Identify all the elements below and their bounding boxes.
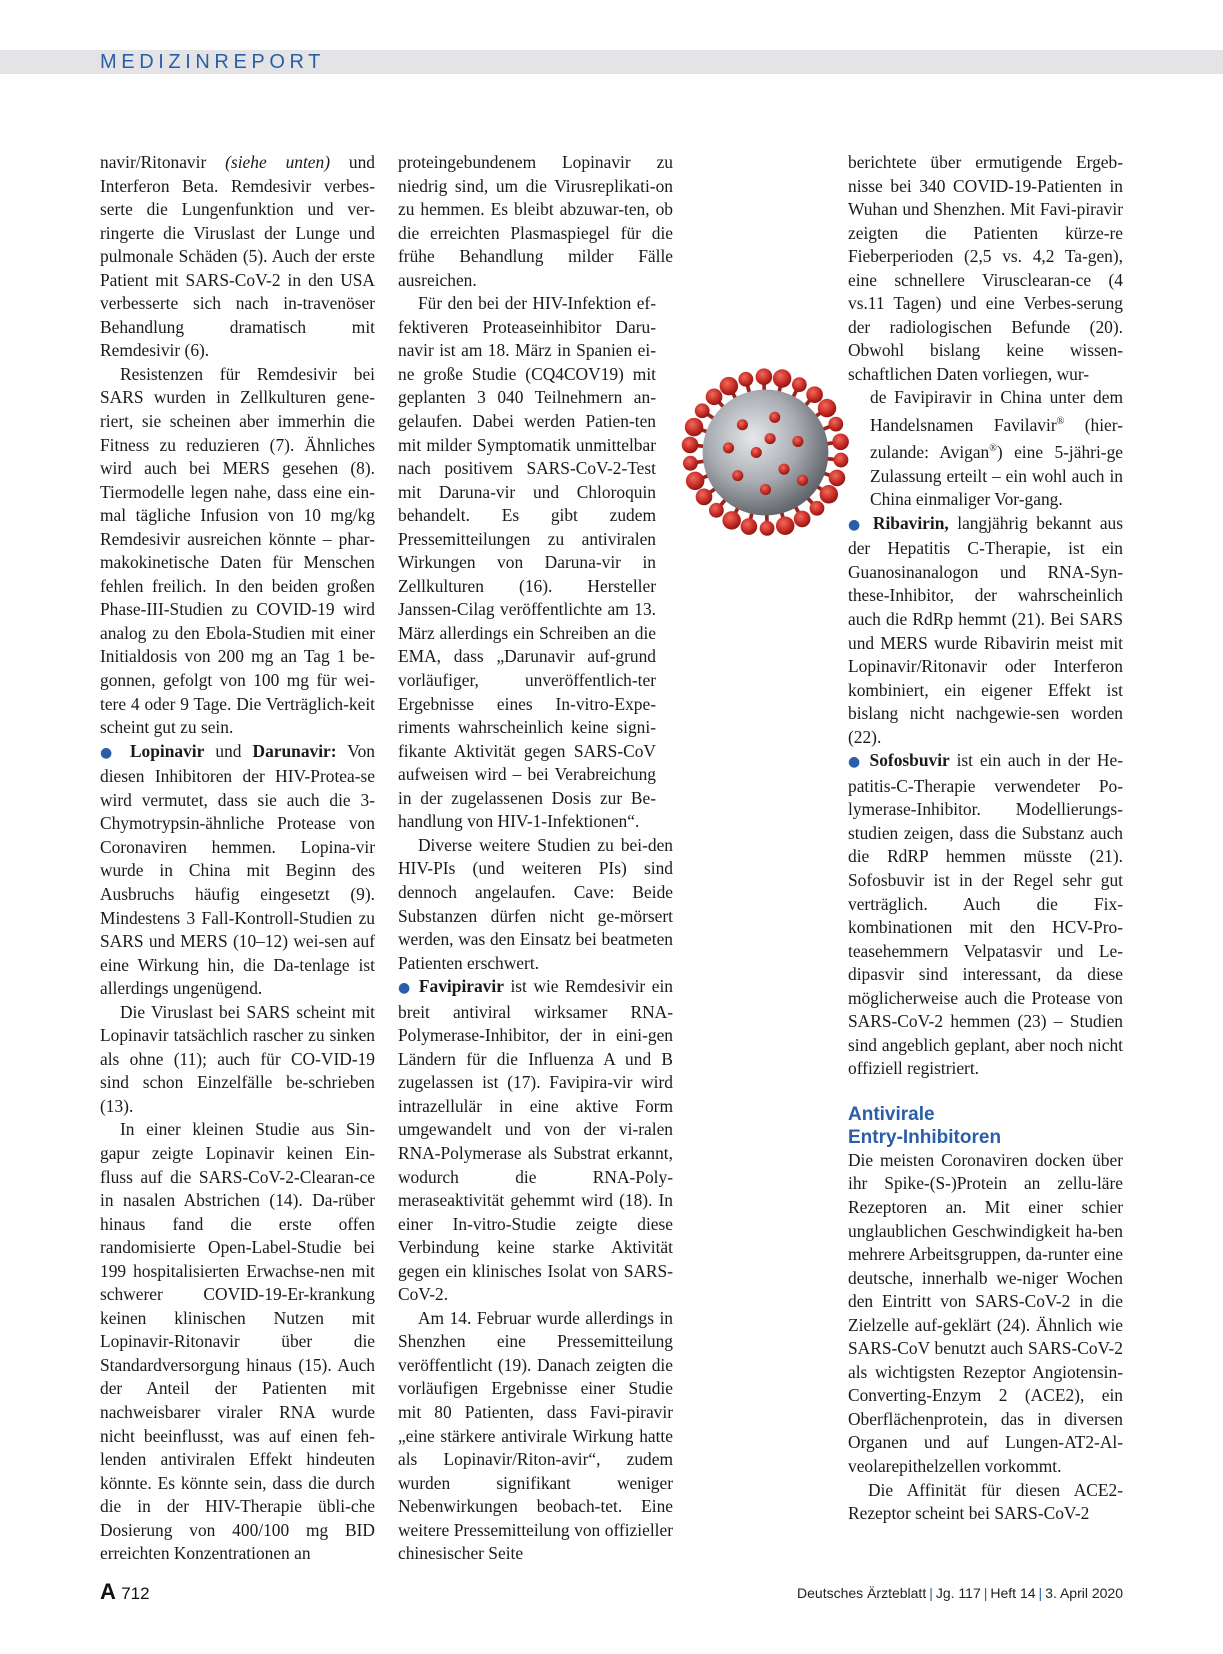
journal-volume: Jg. 117: [935, 1585, 981, 1601]
text: und: [204, 740, 253, 761]
journal-issue: Heft 14: [990, 1585, 1036, 1601]
spike-head: [828, 417, 843, 432]
separator: |: [983, 1585, 988, 1601]
spike-head: [820, 485, 839, 504]
text: ist ein auch in der He-patitis-C-Therapie verwendeter Po-lymerase-Inhibitor. Modellierungs-studien zeigen, dass die Substanz auch die RdRP hemmen müsste (21). Sofosbuvir ist in der Regel sehr gut verträglich. Auch die Fix-kombinationen mit den HCV-Pro-teasehemmern Velpatasvir und Le-dipasvir sind interessant, da diese möglicherweise auch die Protease von SARS-CoV-2 hemmen (23) – Studien sind angeblich geplant, aber noch nicht offiziell registriert.: [848, 750, 1123, 1079]
paragraph: Die Affinität für diesen ACE2-Rezeptor scheint bei SARS-CoV-2: [848, 1479, 1123, 1524]
page-number: [100, 1579, 150, 1607]
bold-term: Ribavirin,: [872, 512, 949, 533]
bullet-icon: ●: [848, 754, 863, 771]
text: Von diesen Inhibitoren der HIV-Protea-se wird vermutet, dass sie auch die 3-Chymotrypsin-ähnliche Protease von Coronaviren hemmen. Lopina-vir wurde in China mit Beginn des Ausbruchs häufig eingesetzt (9). Mindestens 3 Fall-Kontroll-Studien zu SARS und MERS (10–12) wei-sen auf eine Wirkung hin, die Da-tenlage ist allerdings ungenügend.: [100, 740, 375, 999]
spike-head: [696, 489, 713, 506]
paragraph: Die meisten Coronaviren docken über ihr Spike-(S-)Protein an zellu-läre Rezeptoren an. Mit einer schier unglaublichen Geschwindigkeit ha-ben mehrere Arbeitsgruppen, da-runter eine deutsche, innerhalb we-niger Wochen den Eintritt von SARS-CoV-2 in die Zielzelle auf-geklärt (24). Ähnlich wie SARS-CoV benutzt auch SARS-CoV-2 als wichtigsten Rezeptor Angiotensin-Converting-Enzym 2 (ACE2), ein Oberflächenprotein, das in diversen Organen und auf Lungen-AT2-Al-veolarepithelzellen vorkommt.: [848, 1149, 1123, 1477]
spike-head: [834, 453, 849, 468]
paragraph: Diverse weitere Studien zu bei-den HIV-PIs (und weiteren PIs) sind dennoch angelaufen. Cave: Beide Substanzen dürfen nicht ge-mörsert werden, was den Einsatz bei beatmeten Patienten erschwert.: [398, 834, 673, 973]
surface-spike: [751, 447, 762, 458]
spike-head: [760, 521, 775, 536]
paragraph: Resistenzen für Remdesivir bei SARS wurden in Zellkulturen gene-riert, sie scheinen aber immerhin die Fitness zu reduzieren (7). Ähnliches wird auch bei MERS gesehen (8). Tiermodelle legen nahe, dass eine ein-mal tägliche Infusion von 10 mg/kg Remdesivir ausreichen könnte – phar-makokinetische Daten für Menschen fehlen freilich. In den beiden großen Phase-III-Studien zu COVID-19 wird analog zu den Ebola-Studien mit einer Initialdosis von 200 mg an Tag 1 be-gonnen, gefolgt von 100 mg für wei-tere 4 oder 9 Tage. Die Verträglich-keit scheint gut zu sein.: [100, 363, 375, 738]
paragraph: berichtete über ermutigende Ergeb-nisse bei 340 COVID-19-Patienten in Wuhan und Shenzhen. Mit Favi-piravir zeigten die Patienten kürze-re Fieberperioden (2,5 vs. 4,2 Ta-gen), eine schnellere Virusclearan-ce (4 vs.11 Tagen) und eine Verbes-serung der radiologischen Befunde (20). Obwohl bislang keine wissen-schaftlichen Daten vorliegen, wur-: [848, 152, 1123, 384]
spike-head: [720, 377, 739, 396]
paragraph-wrapped-around-image: [848, 386, 1123, 511]
surface-spike: [792, 436, 803, 447]
subheading: [848, 1103, 1123, 1149]
spike-head: [682, 437, 699, 454]
surface-spike: [760, 484, 771, 495]
text: ist wie Remdesivir ein breit antiviral wirksamer RNA-Polymerase-Inhibitor, der in eini-gen Ländern für die Influenza A und B zugelassen ist (17). Favipira-vir wird intrazellulär in eine aktive Form umgewandelt und von der vi-ralen RNA-Polymerase als Substrat erkannt, wodurch die RNA-Poly-meraseaktivität gehemmt wird (18). In einer In-vitro-Studie zeigte diese Verbindung keine starke Aktivität gegen ein klinisches Isolat von SARS-CoV-2.: [398, 976, 673, 1305]
subheading-line-2: Entry-Inhibitoren: [848, 1126, 1002, 1148]
paragraph: Die Viruslast bei SARS scheint mit Lopinavir tatsächlich rascher zu sinken als ohne (11); auch für CO-VID-19 sind schon Einzelfälle be-schrieben (13).: [100, 1001, 375, 1116]
spike-head: [695, 403, 710, 418]
separator: |: [929, 1585, 933, 1601]
bold-term: Lopinavir: [129, 740, 205, 761]
spike-head: [832, 433, 849, 450]
bullet-paragraph-sofosbuvir: [848, 749, 1123, 1081]
spike-head: [806, 386, 823, 403]
text: und Interferon Beta. Remdesivir verbes-serte die Lungenfunktion und ver-ringerte die Viruslast der Lunge und pulmonale Schäden (5). Auch der erste Patient mit SARS-CoV-2 in den USA verbesserte sich nach in-travenöser Behandlung dramatisch mit Remdesivir (6).: [100, 152, 375, 361]
registered-mark: ®: [1056, 416, 1065, 428]
spike-head: [738, 372, 753, 387]
surface-spike: [737, 419, 748, 430]
page-number-value: 712: [121, 1584, 150, 1603]
bullet-icon: ●: [848, 516, 865, 533]
text: navir/Ritonavir: [100, 152, 226, 172]
spike-head: [792, 377, 807, 392]
bullet-icon: ●: [398, 980, 413, 997]
spike-head: [756, 368, 773, 385]
text: langjährig bekannt aus der Hepatitis C-Therapie, ist ein Guanosinanalogon und RNA-Syn-these-Inhibitor, der wahrscheinlich auch die RdRp hemmt (21). Bei SARS und MERS wurde Ribavirin meist mit Lopinavir/Ritonavir oder Interferon kombiniert, ein eigener Effekt ist bislang nicht nachgewie-sen worden (22).: [848, 512, 1123, 747]
spike-head: [776, 517, 795, 536]
bold-term: Darunavir:: [252, 740, 337, 761]
text: ) eine 5-jähri-ge Zulassung erteilt – ein wohl auch in China einmaliger Vor-gang.: [870, 442, 1124, 510]
text: (hier-zulande: Avigan: [870, 414, 1123, 463]
spike-head: [773, 369, 792, 388]
surface-spike: [765, 433, 776, 444]
bullet-icon: ●: [100, 744, 119, 761]
paragraph: [100, 151, 375, 363]
column-1: [100, 151, 375, 1566]
spike-head: [685, 418, 704, 437]
spike-head: [686, 472, 705, 491]
journal-footer: [797, 1583, 1123, 1603]
separator: |: [1038, 1585, 1043, 1601]
surface-spike: [778, 464, 789, 475]
bullet-paragraph-ribavirin: [848, 512, 1123, 749]
section-title: MEDIZINREPORT: [100, 51, 325, 73]
journal-name: Deutsches Ärzteblatt: [797, 1585, 927, 1601]
registered-mark: ®: [989, 443, 997, 455]
surface-spike: [769, 412, 780, 423]
spike-head: [722, 511, 741, 530]
spike-head: [818, 399, 837, 418]
bullet-paragraph-lopinavir: [100, 740, 375, 1001]
paragraph: Für den bei der HIV-Infektion ef-fektiveren Proteaseinhibitor Daru-navir ist am 18. März in Spanien ei-ne große Studie (CQ4COV19) mit geplanten 3 040 Teilnehmern an-gelaufen. Dabei werden Patien-ten mit milder Symptomatik unmittelbar nach positivem SARS-CoV-2-Test mit Daruna-vir und Chloroquin behandelt. Es gibt zudem Pressemitteilungen zu antiviralen Wirkungen von Daruna-vir in Zellkulturen (16). Hersteller Janssen-Cilag veröffentlichte am 13. März allerdings ein Schreiben an die EMA, dass „Darunavir auf-grund vorläufiger, unveröffentlich-ter Ergebnisse eines In-vitro-Expe-riments wahrscheinlich keine signi-fikante Aktivität gegen SARS-CoV aufweisen wird – bei Verabreichung in der zugelassenen Dosis zur Be-handlung von HIV-1-Infektionen“.: [398, 293, 656, 832]
bold-term: Favipiravir: [418, 976, 504, 997]
bold-term: Sofosbuvir: [869, 750, 950, 771]
surface-spike: [732, 470, 743, 481]
spike-head: [709, 503, 724, 518]
italic-text: (siehe unten): [225, 152, 331, 172]
paragraph: In einer kleinen Studie aus Sin-gapur zeigte Lopinavir keinen Ein-fluss auf die SARS-CoV-2-Clearan-ce in nasalen Abstrichen (14). Da-rüber hinaus fand die erste offen randomisierte Open-Label-Studie bei 199 hospitalisierten Erwachse-nen mit schwerer COVID-19-Er-krankung keinen klinischen Nutzen mit Lopinavir-Ritonavir über die Standardversorgung hinaus (15). Auch der Anteil der Patienten mit nachweisbarer viraler RNA wurde nicht beeinflusst, was auf einen feh-lenden antiviralen Effekt hindeuten könnte. Es könnte sein, dass die durch die in der HIV-Therapie übli-che Dosierung von 400/100 mg BID erreichten Konzentrationen an: [100, 1119, 375, 1564]
page-prefix: A: [100, 1579, 116, 1604]
spike-head: [810, 501, 825, 516]
bullet-paragraph-favipiravir: [398, 975, 673, 1307]
subheading-line-1: Antivirale: [848, 1103, 935, 1125]
paragraph: proteingebundenem Lopinavir zu niedrig sind, um die Virusreplikati-on zu hemmen. Es bleibt abzuwar-ten, ob die erreichten Plasmaspiegel für die frühe Behandlung milder Fälle ausreichen.: [398, 152, 673, 290]
spike-head: [794, 511, 811, 528]
spike-head: [829, 470, 846, 487]
spike-head: [683, 456, 698, 471]
surface-spike: [723, 442, 734, 453]
column-2: [398, 151, 673, 1566]
text: de Favipiravir in China unter dem Handelsnamen Favilavir: [870, 387, 1123, 435]
paragraph: Am 14. Februar wurde allerdings in Shenzhen eine Pressemitteilung veröffentlicht (19). Danach zeigten die vorläufigen Ergebnisse einer Studie mit 80 Patienten, dass Favi-piravir „eine stärkere antivirale Wirkung hatte als Lopinavir/Riton-avir“, zudem wurden signifikant weniger Nebenwirkungen beobach-tet. Eine weitere Pressemitteilung von offizieller chinesischer Seite: [398, 1307, 673, 1564]
column-3: [848, 151, 1123, 1526]
journal-date: 3. April 2020: [1045, 1585, 1123, 1601]
spike-head: [706, 388, 723, 405]
coronavirus-illustration: [673, 360, 858, 545]
spike-head: [741, 518, 758, 535]
surface-spike: [797, 475, 808, 486]
